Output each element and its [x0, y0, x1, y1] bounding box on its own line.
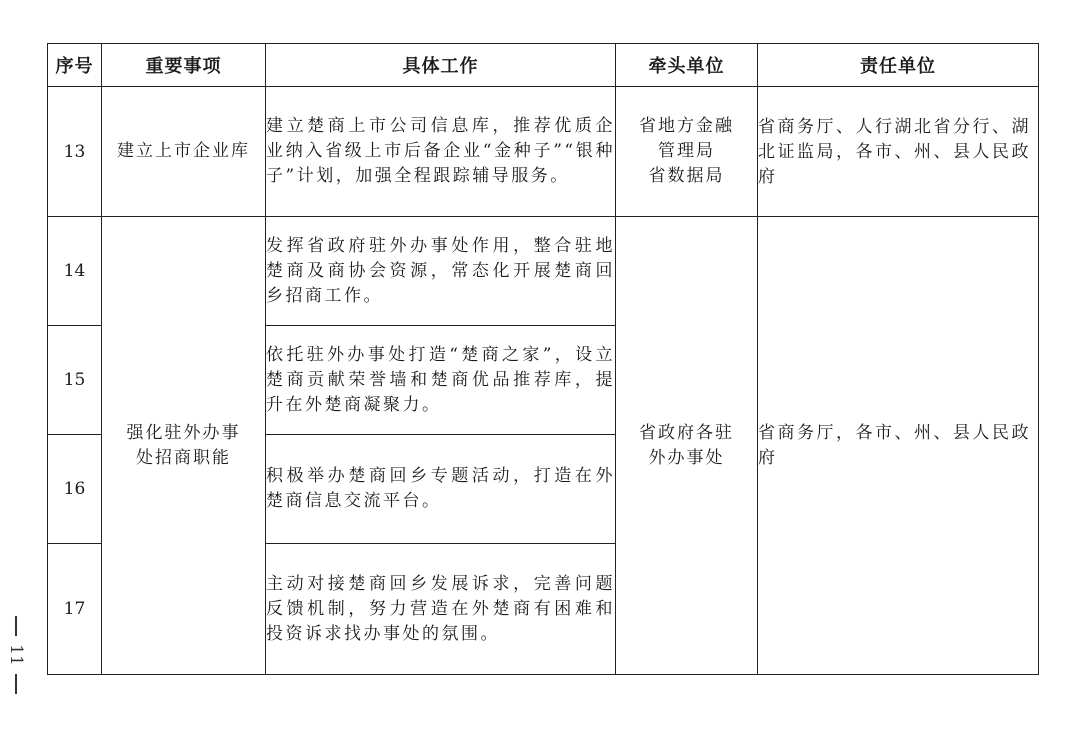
row-number: 14	[48, 217, 102, 326]
row-number: 17	[48, 544, 102, 675]
lead-unit-line: 省数据局	[648, 166, 725, 186]
work-cell: 依托驻外办事处打造“楚商之家”，设立楚商贡献荣誉墙和楚商优品推荐库，提升在外楚商凝聚力。	[266, 326, 616, 435]
table-row	[48, 217, 1039, 326]
lead-unit-line: 管理局	[658, 141, 715, 161]
policy-table	[47, 43, 1039, 675]
lead-unit-line: 省地方金融	[639, 116, 734, 136]
key-item-line: 强化驻外办事	[126, 422, 241, 443]
header-serial-number: 序号	[48, 44, 102, 87]
header-specific-work: 具体工作	[266, 44, 616, 87]
key-item-line: 处招商职能	[136, 447, 231, 468]
work-cell: 积极举办楚商回乡专题活动，打造在外楚商信息交流平台。	[266, 435, 616, 544]
responsible-unit-cell: 省商务厅，各市、州、县人民政府	[758, 217, 1039, 675]
page-number-marker	[4, 612, 28, 698]
page-number-dash	[15, 674, 17, 694]
page-number: 11	[5, 644, 26, 666]
key-item-cell: 建立上市企业库	[102, 87, 266, 217]
lead-unit-line: 外办事处	[648, 447, 725, 468]
row-number: 16	[48, 435, 102, 544]
key-item-cell	[102, 217, 266, 675]
header-row	[48, 44, 1039, 87]
lead-unit-cell	[616, 87, 758, 217]
lead-unit-cell	[616, 217, 758, 675]
work-cell: 建立楚商上市公司信息库，推荐优质企业纳入省级上市后备企业“金种子”“银种子”计划，加强全程跟踪辅导服务。	[266, 87, 616, 217]
work-cell: 发挥省政府驻外办事处作用，整合驻地楚商及商协会资源，常态化开展楚商回乡招商工作。	[266, 217, 616, 326]
header-responsible-unit: 责任单位	[758, 44, 1039, 87]
header-lead-unit: 牵头单位	[616, 44, 758, 87]
row-number: 15	[48, 326, 102, 435]
work-cell: 主动对接楚商回乡发展诉求，完善问题反馈机制，努力营造在外楚商有困难和投资诉求找办事处的氛围。	[266, 544, 616, 675]
lead-unit-line: 省政府各驻	[639, 422, 734, 443]
header-key-item: 重要事项	[102, 44, 266, 87]
responsible-unit-cell: 省商务厅、人行湖北省分行、湖北证监局，各市、州、县人民政府	[758, 87, 1039, 217]
page-number-dash	[15, 616, 17, 636]
row-number: 13	[48, 87, 102, 217]
table-row	[48, 87, 1039, 217]
